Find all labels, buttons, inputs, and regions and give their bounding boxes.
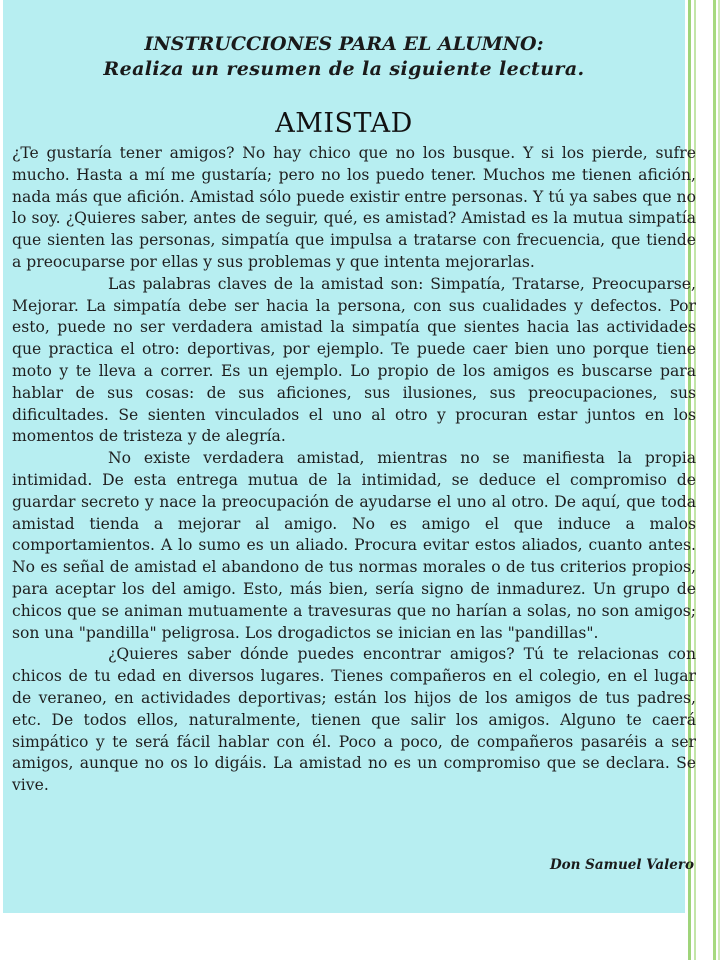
reading-title: AMISTAD [275, 108, 413, 139]
paragraph: ¿Quieres saber dónde puedes encontrar amigos? Tú te relacionas con chicos de tu edad en diversos lugares. Tienes compañeros en el colegio, en el lugar de veraneo, en actividades deportivas; están los hijos de los amigos de tus padres, etc. De todos ellos, naturalmente, tienen que salir los amigos. Alguno te caerá simpático y te será fácil hablar con él. Poco a poco, de compañeros pasaréis a ser amigos, aunque no os lo digáis. La amistad no es un compromiso que se declara. Se vive. [12, 645, 696, 795]
paragraph: ¿Te gustaría tener amigos? No hay chico que no los busque. Y si los pierde, sufre mucho. Hasta a mí me gustaría; pero no los puedo tener. Muchos me tienen afición, nada más que afición. Amistad sólo puede existir entre personas. Y tú ya sabes que no lo soy. ¿Quieres saber, antes de seguir, qué, es amistad? Amistad es la mutua simpatía que sienten las personas, simpatía que impulsa a tratarse con frecuencia, que tiende a preocuparse por ellas y sus problemas y que intenta mejorarlas. [12, 144, 696, 271]
instructions-title: INSTRUCCIONES PARA EL ALUMNO: [144, 33, 544, 55]
paragraph: Las palabras claves de la amistad son: Simpatía, Tratarse, Preocuparse, Mejorar. La simpatía debe ser hacia la persona, con sus cualidades y defectos. Por esto, puede no ser verdadera amistad la simpatía que sientes hacia las actividades que practica el otro: deportivas, por ejemplo. Te puede caer bien uno porque tiene moto y te lleva a correr. Es un ejemplo. Lo propio de los amigos es buscarse para hablar de sus cosas: de sus aficiones, sus ilusiones, sus preocupaciones, sus dificultades. Se sienten vinculados el uno al otro y procuran estar juntos en los momentos de tristeza y de alegría. [12, 274, 696, 446]
author-signature: Don Samuel Valero [549, 857, 694, 873]
paragraph: No existe verdadera amistad, mientras no se manifiesta la propia intimidad. De esta entrega mutua de la intimidad, se deduce el compromiso de guardar secreto y nace la preocupación de ayudarse el uno al otro. De aquí, que toda amistad tienda a mejorar al amigo. No es amigo el que induce a malos comportamientos. A lo sumo es un aliado. Procura evitar estos aliados, cuanto antes. No es señal de amistad el abandono de tus normas morales o de tus criterios propios, para aceptar los del amigo. Esto, más bien, sería signo de inmadurez. Un grupo de chicos que se animan mutuamente a travesuras que no harían a solas, no son amigos; son una "pandilla" peligrosa. Los drogadictos se inician en las "pandillas". [12, 449, 696, 642]
decorative-line [713, 0, 716, 960]
instructions-header [3, 32, 685, 82]
instructions-subtitle: Realiza un resumen de la siguiente lectura. [103, 58, 585, 80]
reading-body [12, 143, 696, 797]
